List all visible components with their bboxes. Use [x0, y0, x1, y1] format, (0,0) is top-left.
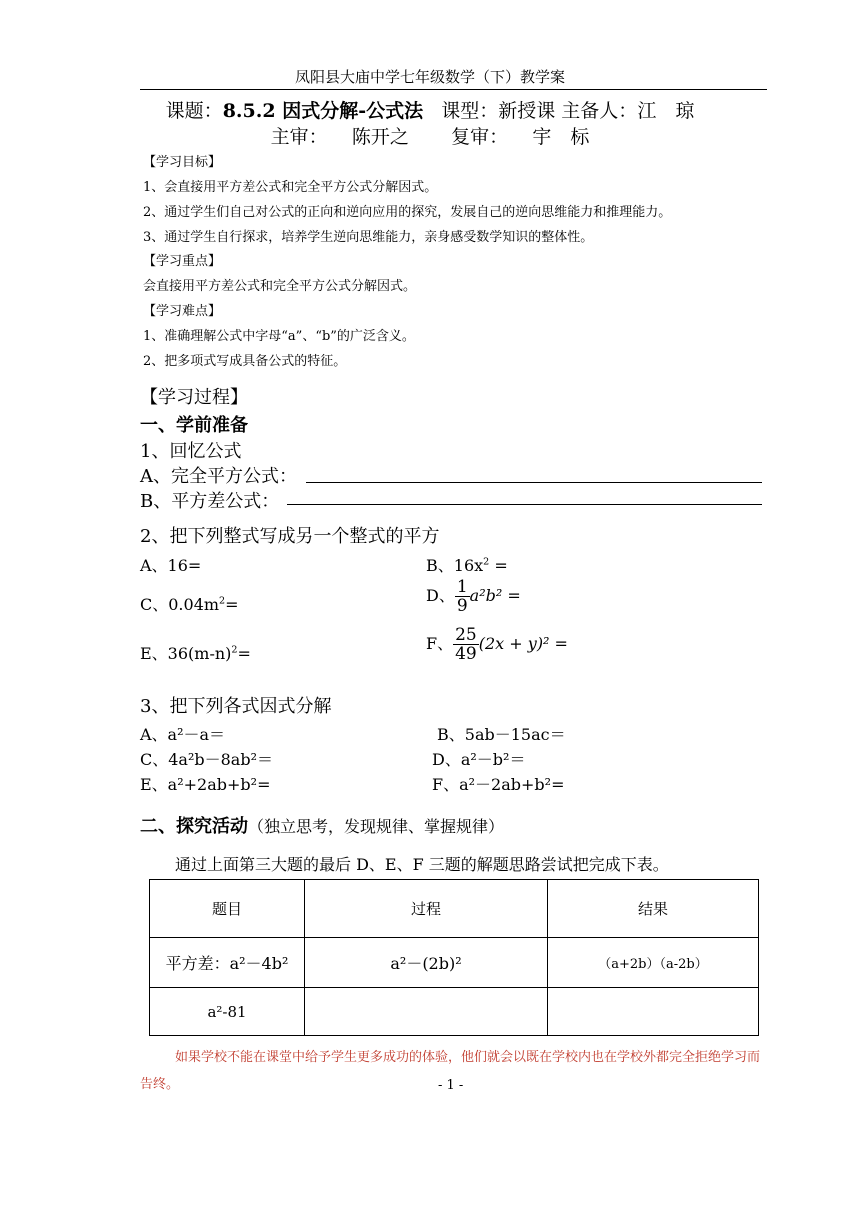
- table-intro: 通过上面第三大题的最后 D、E、F 三题的解题思路尝试把完成下表。: [175, 855, 669, 874]
- exploration-table: [149, 879, 759, 1036]
- review-line: [0, 122, 860, 149]
- q3b: B、5ab－15ac＝: [437, 725, 566, 744]
- fraction: [453, 626, 479, 663]
- preparer-label: 主备人：: [561, 100, 638, 122]
- table-header-cell: 结果: [548, 880, 759, 938]
- q2f-expr: (2x + y)² =: [478, 634, 568, 653]
- topic-label: 课题：: [165, 100, 223, 122]
- rechecker-value: 宇 标: [532, 126, 590, 148]
- q3d: D、a²－b²＝: [432, 750, 526, 769]
- q3-title: 3、把下列各式因式分解: [140, 696, 332, 717]
- header-rule: [140, 89, 767, 90]
- q2b-eq: =: [489, 556, 508, 575]
- footer-quote: 如果学校不能在课堂中给予学生更多成功的体验，他们就会以既在学校内也在学校外都完全拒绝学习而: [175, 1050, 761, 1065]
- q2c-text: C、0.04m: [140, 595, 220, 614]
- table-row: [150, 988, 759, 1036]
- q2c: [140, 592, 239, 615]
- topic-value: 8.5.2 因式分解-公式法: [222, 100, 424, 122]
- table-cell: （a+2b）（a-2b）: [548, 938, 759, 988]
- difficult-item: 1、准确理解公式中字母“a”、“b”的广泛含义。: [143, 329, 415, 344]
- type-label: 课型：: [441, 100, 499, 122]
- answer-blank: [287, 504, 762, 505]
- q2d-label: D、: [426, 586, 455, 605]
- exponent: 2: [231, 644, 238, 656]
- difficult-item: 2、把多项式写成具备公式的特征。: [143, 354, 347, 369]
- table-cell: [548, 988, 759, 1036]
- table-row: [150, 938, 759, 988]
- table-cell: 平方差：a²－4b²: [150, 938, 305, 988]
- key-text: 会直接用平方差公式和完全平方公式分解因式。: [143, 279, 417, 294]
- lesson-title: [0, 96, 860, 123]
- table-header-row: [150, 880, 759, 938]
- table-cell: a²－(2b)²: [305, 938, 548, 988]
- key-heading: 【学习重点】: [143, 254, 222, 269]
- q3c: C、4a²b－8ab²＝: [140, 750, 273, 769]
- q2a: A、16=: [140, 556, 202, 575]
- q3f: F、a²－2ab+b²=: [432, 775, 565, 794]
- process-heading: 【学习过程】: [140, 387, 248, 408]
- table-header-cell: 题目: [150, 880, 305, 938]
- q1b-label: B、平方差公式：: [140, 491, 280, 512]
- q2b-text: B、16x: [426, 556, 484, 575]
- q2d: [426, 578, 521, 615]
- footer-quote-end: 告终。: [140, 1077, 180, 1092]
- q3a: A、a²－a＝: [140, 725, 226, 744]
- goals-heading: 【学习目标】: [143, 155, 222, 170]
- type-value: 新授课: [498, 100, 556, 122]
- goal-item: 2、通过学生们自己对公式的正向和逆向应用的探究，发展自己的逆向思维能力和推理能力。: [143, 205, 672, 220]
- table-header-cell: 过程: [305, 880, 548, 938]
- exponent: 2: [219, 595, 226, 607]
- q1a-label: A、完全平方公式：: [140, 466, 297, 487]
- rechecker-label: 复审：: [451, 126, 509, 148]
- goal-item: 3、通过学生自行探求，培养学生逆向思维能力，亲身感受数学知识的整体性。: [143, 230, 594, 245]
- q2c-eq: =: [225, 595, 239, 614]
- q2e: [140, 641, 251, 664]
- fraction: [455, 578, 470, 615]
- q2f-label: F、: [426, 634, 454, 653]
- section-explore: [140, 812, 504, 838]
- fraction-numerator: 1: [456, 577, 468, 597]
- reviewer-label: 主审：: [270, 126, 328, 148]
- fraction-numerator: 25: [455, 625, 477, 645]
- q2f: [426, 626, 568, 663]
- q2-title: 2、把下列整式写成另一个整式的平方: [140, 526, 440, 547]
- q2d-expr: a²b² =: [469, 586, 521, 605]
- page-number: - 1 -: [438, 1078, 464, 1093]
- preparer-value: 江 琼: [637, 100, 695, 122]
- q2e-eq: =: [237, 644, 251, 663]
- reviewer-value: 陈开之: [351, 126, 409, 148]
- q3e: E、a²+2ab+b²=: [140, 775, 271, 794]
- exponent: 2: [483, 556, 490, 568]
- section-prep: 一、学前准备: [140, 415, 248, 436]
- fraction-denominator: 9: [456, 596, 468, 616]
- q1-title: 1、回忆公式: [140, 441, 242, 462]
- page-header: 凤阳县大庙中学七年级数学（下）教学案: [294, 68, 565, 86]
- difficult-heading: 【学习难点】: [143, 304, 222, 319]
- goal-item: 1、会直接用平方差公式和完全平方公式分解因式。: [143, 180, 438, 195]
- q2b: [426, 553, 508, 576]
- fraction-denominator: 49: [455, 644, 477, 664]
- section-explore-title: 二、探究活动: [140, 816, 248, 837]
- q2e-text: E、36(m-n): [140, 644, 232, 663]
- table-cell: [305, 988, 548, 1036]
- table-cell: a²-81: [150, 988, 305, 1036]
- answer-blank: [306, 482, 762, 483]
- section-explore-note: （独立思考，发现规律、掌握规律）: [248, 817, 505, 836]
